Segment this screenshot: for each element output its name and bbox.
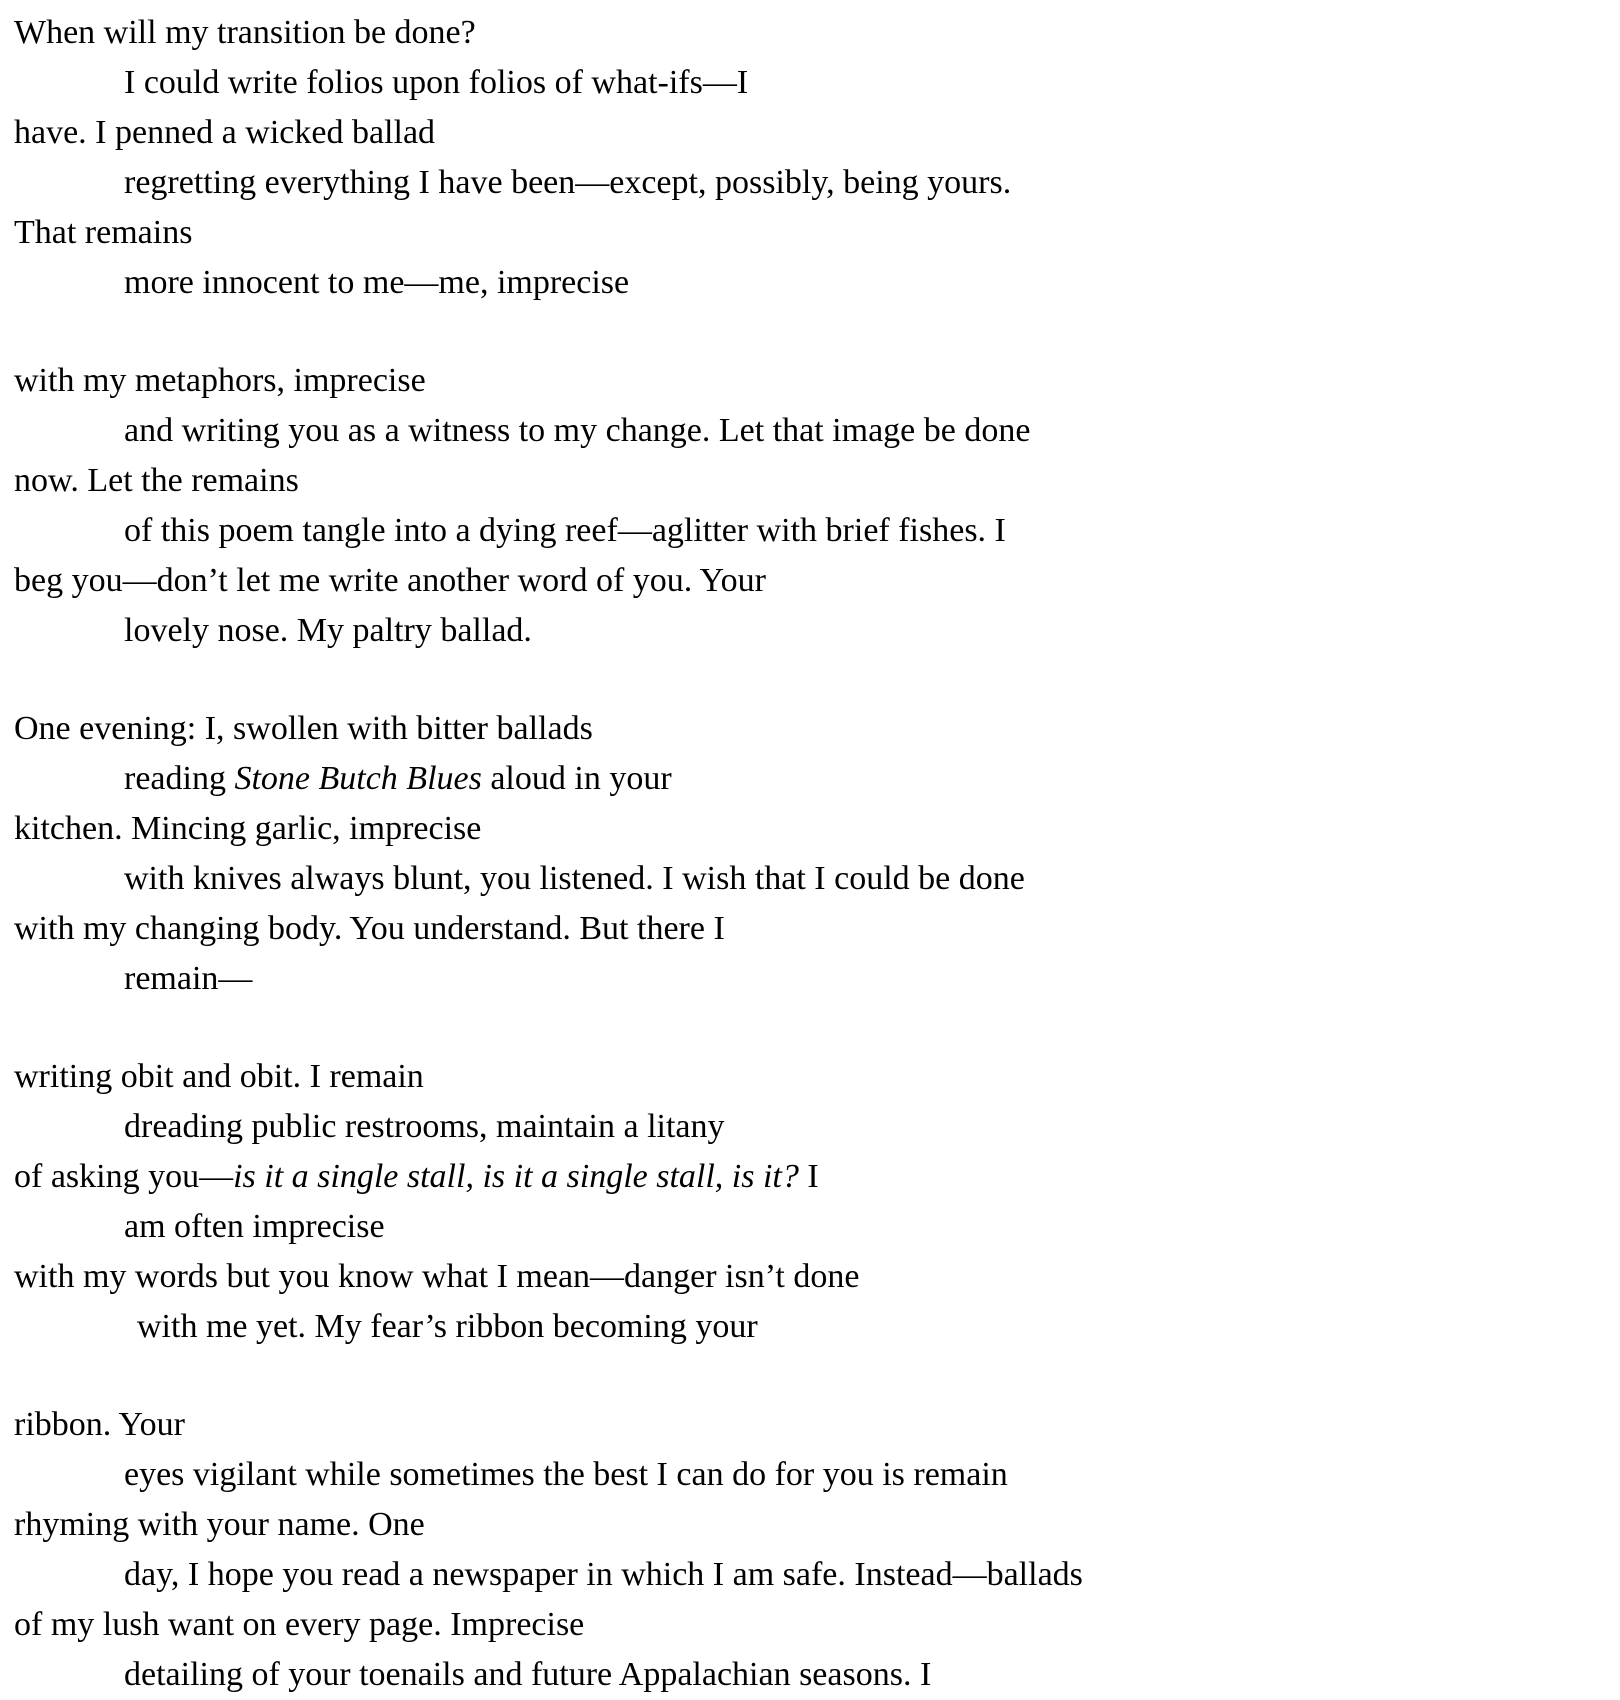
poem-line: beg you—don’t let me write another word of you. Your — [14, 562, 766, 599]
poem-line: regretting everything I have been—except, possibly, being yours. — [124, 164, 1012, 201]
stanza-5 — [14, 1400, 1604, 1700]
poem-line: with my metaphors, imprecise — [14, 362, 426, 399]
poem-line: detailing of your toenails and future Appalachian seasons. I — [124, 1656, 932, 1693]
poem-line: One evening: I, swollen with bitter ballads — [14, 710, 593, 747]
poem-line: with my changing body. You understand. But there I — [14, 910, 725, 947]
poem-line: writing obit and obit. I remain — [14, 1058, 424, 1095]
poem-text: aloud in your — [481, 760, 672, 797]
poem-line: I could write folios upon folios of what-ifs—I — [124, 64, 749, 101]
poem-line: have. I penned a wicked ballad — [14, 114, 436, 151]
stanza-break — [14, 1004, 1604, 1052]
poem-line — [14, 754, 1604, 804]
stanza-1 — [14, 8, 1604, 308]
poem-text: I — [798, 1158, 819, 1195]
poem-line: of this poem tangle into a dying reef—aglitter with brief fishes. I — [124, 512, 1006, 549]
poem-line: That remains — [14, 214, 193, 251]
poem-line: lovely nose. My paltry ballad. — [124, 612, 532, 649]
stanza-2 — [14, 356, 1604, 656]
poem — [14, 8, 1604, 1700]
poem-line: rhyming with your name. One — [14, 1506, 425, 1543]
poem-line: of my lush want on every page. Imprecise — [14, 1606, 585, 1643]
poem-text: of asking you— — [14, 1158, 234, 1195]
poem-line: with me yet. My fear’s ribbon becoming your — [137, 1308, 758, 1345]
poem-line: more innocent to me—me, imprecise — [124, 264, 630, 301]
poem-line: with my words but you know what I mean—danger isn’t done — [14, 1258, 860, 1295]
stanza-3 — [14, 704, 1604, 1004]
poem-line: with knives always blunt, you listened. I wish that I could be done — [124, 860, 1025, 897]
poem-line: eyes vigilant while sometimes the best I can do for you is remain — [124, 1456, 1008, 1493]
stanza-break — [14, 1352, 1604, 1400]
poem-line: When will my transition be done? — [14, 14, 476, 51]
poem-line: now. Let the remains — [14, 462, 299, 499]
stanza-break — [14, 308, 1604, 356]
stanza-break — [14, 656, 1604, 704]
poem-line: dreading public restrooms, maintain a litany — [124, 1108, 725, 1145]
poem-line: and writing you as a witness to my change. Let that image be done — [124, 412, 1031, 449]
stanza-4 — [14, 1052, 1604, 1352]
italic-phrase: is it a single stall, is it a single stall, is it? — [233, 1158, 799, 1195]
poem-line: ribbon. Your — [14, 1406, 185, 1443]
poem-line: am often imprecise — [124, 1208, 385, 1245]
poem-line: kitchen. Mincing garlic, imprecise — [14, 810, 482, 847]
poem-text: reading — [124, 760, 235, 797]
poem-line: remain— — [124, 960, 253, 997]
poem-line: day, I hope you read a newspaper in which I am safe. Instead—ballads — [124, 1556, 1083, 1593]
poem-line — [14, 1152, 1604, 1202]
book-title: Stone Butch Blues — [234, 760, 482, 797]
